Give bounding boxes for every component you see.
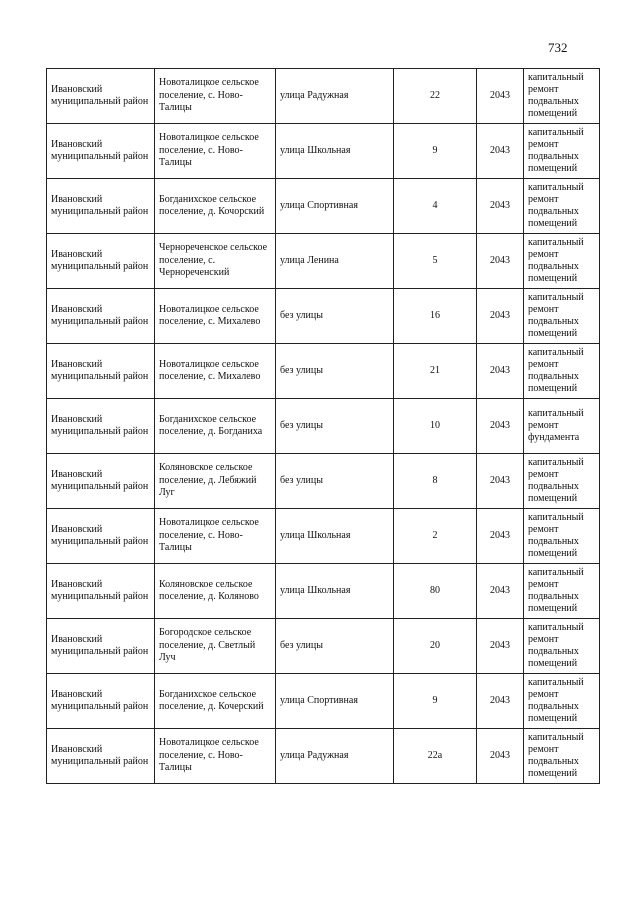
table-row bbox=[47, 124, 600, 179]
house-number-cell: 16 bbox=[394, 289, 477, 344]
year-cell: 2043 bbox=[477, 564, 524, 619]
year-cell: 2043 bbox=[477, 399, 524, 454]
district-cell: Ивановский муниципальный район bbox=[47, 179, 155, 234]
district-cell: Ивановский муниципальный район bbox=[47, 619, 155, 674]
year-cell: 2043 bbox=[477, 674, 524, 729]
district-cell: Ивановский муниципальный район bbox=[47, 564, 155, 619]
house-number-cell: 4 bbox=[394, 179, 477, 234]
settlement-cell: Новоталицкое сельское поселение, с. Ново-Талицы bbox=[155, 124, 276, 179]
street-cell: улица Радужная bbox=[276, 69, 394, 124]
district-cell: Ивановский муниципальный район bbox=[47, 454, 155, 509]
table-row bbox=[47, 179, 600, 234]
table-row bbox=[47, 289, 600, 344]
settlement-cell: Чернореченское сельское поселение, с. Чернореченский bbox=[155, 234, 276, 289]
street-cell: улица Радужная bbox=[276, 729, 394, 784]
year-cell: 2043 bbox=[477, 234, 524, 289]
work-type-cell: капитальный ремонт подвальных помещений bbox=[524, 509, 600, 564]
work-type-cell: капитальный ремонт подвальных помещений bbox=[524, 344, 600, 399]
work-type-cell: капитальный ремонт подвальных помещений bbox=[524, 454, 600, 509]
street-cell: без улицы bbox=[276, 289, 394, 344]
district-cell: Ивановский муниципальный район bbox=[47, 399, 155, 454]
district-cell: Ивановский муниципальный район bbox=[47, 509, 155, 564]
street-cell: улица Спортивная bbox=[276, 179, 394, 234]
settlement-cell: Богданихское сельское поселение, д. Богданиха bbox=[155, 399, 276, 454]
year-cell: 2043 bbox=[477, 619, 524, 674]
settlement-cell: Богданихское сельское поселение, д. Кочерский bbox=[155, 674, 276, 729]
house-number-cell: 8 bbox=[394, 454, 477, 509]
street-cell: без улицы bbox=[276, 399, 394, 454]
table-row bbox=[47, 454, 600, 509]
house-number-cell: 9 bbox=[394, 674, 477, 729]
district-cell: Ивановский муниципальный район bbox=[47, 344, 155, 399]
table-row bbox=[47, 509, 600, 564]
year-cell: 2043 bbox=[477, 69, 524, 124]
settlement-cell: Новоталицкое сельское поселение, с. Михалево bbox=[155, 344, 276, 399]
street-cell: улица Школьная bbox=[276, 509, 394, 564]
house-number-cell: 22а bbox=[394, 729, 477, 784]
street-cell: улица Спортивная bbox=[276, 674, 394, 729]
district-cell: Ивановский муниципальный район bbox=[47, 674, 155, 729]
year-cell: 2043 bbox=[477, 124, 524, 179]
house-number-cell: 20 bbox=[394, 619, 477, 674]
work-type-cell: капитальный ремонт подвальных помещений bbox=[524, 564, 600, 619]
table-row bbox=[47, 69, 600, 124]
district-cell: Ивановский муниципальный район bbox=[47, 729, 155, 784]
house-number-cell: 22 bbox=[394, 69, 477, 124]
housing-repair-table bbox=[46, 68, 600, 784]
table-row bbox=[47, 619, 600, 674]
work-type-cell: капитальный ремонт подвальных помещений bbox=[524, 234, 600, 289]
work-type-cell: капитальный ремонт подвальных помещений bbox=[524, 179, 600, 234]
year-cell: 2043 bbox=[477, 289, 524, 344]
street-cell: без улицы bbox=[276, 344, 394, 399]
work-type-cell: капитальный ремонт подвальных помещений bbox=[524, 289, 600, 344]
street-cell: улица Школьная bbox=[276, 564, 394, 619]
work-type-cell: капитальный ремонт подвальных помещений bbox=[524, 674, 600, 729]
district-cell: Ивановский муниципальный район bbox=[47, 124, 155, 179]
house-number-cell: 5 bbox=[394, 234, 477, 289]
table-row bbox=[47, 674, 600, 729]
settlement-cell: Новоталицкое сельское поселение, с. Ново-Талицы bbox=[155, 729, 276, 784]
settlement-cell: Богородское сельское поселение, д. Светлый Луч bbox=[155, 619, 276, 674]
district-cell: Ивановский муниципальный район bbox=[47, 234, 155, 289]
house-number-cell: 21 bbox=[394, 344, 477, 399]
work-type-cell: капитальный ремонт фундамента bbox=[524, 399, 600, 454]
year-cell: 2043 bbox=[477, 729, 524, 784]
work-type-cell: капитальный ремонт подвальных помещений bbox=[524, 124, 600, 179]
settlement-cell: Коляновское сельское поселение, д. Лебяжий Луг bbox=[155, 454, 276, 509]
settlement-cell: Богданихское сельское поселение, д. Кочорский bbox=[155, 179, 276, 234]
settlement-cell: Новоталицкое сельское поселение, с. Михалево bbox=[155, 289, 276, 344]
settlement-cell: Новоталицкое сельское поселение, с. Ново-Талицы bbox=[155, 69, 276, 124]
house-number-cell: 2 bbox=[394, 509, 477, 564]
work-type-cell: капитальный ремонт подвальных помещений bbox=[524, 69, 600, 124]
street-cell: без улицы bbox=[276, 619, 394, 674]
work-type-cell: капитальный ремонт подвальных помещений bbox=[524, 619, 600, 674]
table-row bbox=[47, 564, 600, 619]
work-type-cell: капитальный ремонт подвальных помещений bbox=[524, 729, 600, 784]
settlement-cell: Новоталицкое сельское поселение, с. Ново-Талицы bbox=[155, 509, 276, 564]
district-cell: Ивановский муниципальный район bbox=[47, 69, 155, 124]
year-cell: 2043 bbox=[477, 509, 524, 564]
table-row bbox=[47, 234, 600, 289]
table-row bbox=[47, 729, 600, 784]
district-cell: Ивановский муниципальный район bbox=[47, 289, 155, 344]
table-row bbox=[47, 399, 600, 454]
page-number: 732 bbox=[548, 40, 568, 55]
year-cell: 2043 bbox=[477, 454, 524, 509]
street-cell: улица Школьная bbox=[276, 124, 394, 179]
table-row bbox=[47, 344, 600, 399]
house-number-cell: 80 bbox=[394, 564, 477, 619]
year-cell: 2043 bbox=[477, 179, 524, 234]
house-number-cell: 10 bbox=[394, 399, 477, 454]
street-cell: улица Ленина bbox=[276, 234, 394, 289]
settlement-cell: Коляновское сельское поселение, д. Коляново bbox=[155, 564, 276, 619]
house-number-cell: 9 bbox=[394, 124, 477, 179]
year-cell: 2043 bbox=[477, 344, 524, 399]
street-cell: без улицы bbox=[276, 454, 394, 509]
